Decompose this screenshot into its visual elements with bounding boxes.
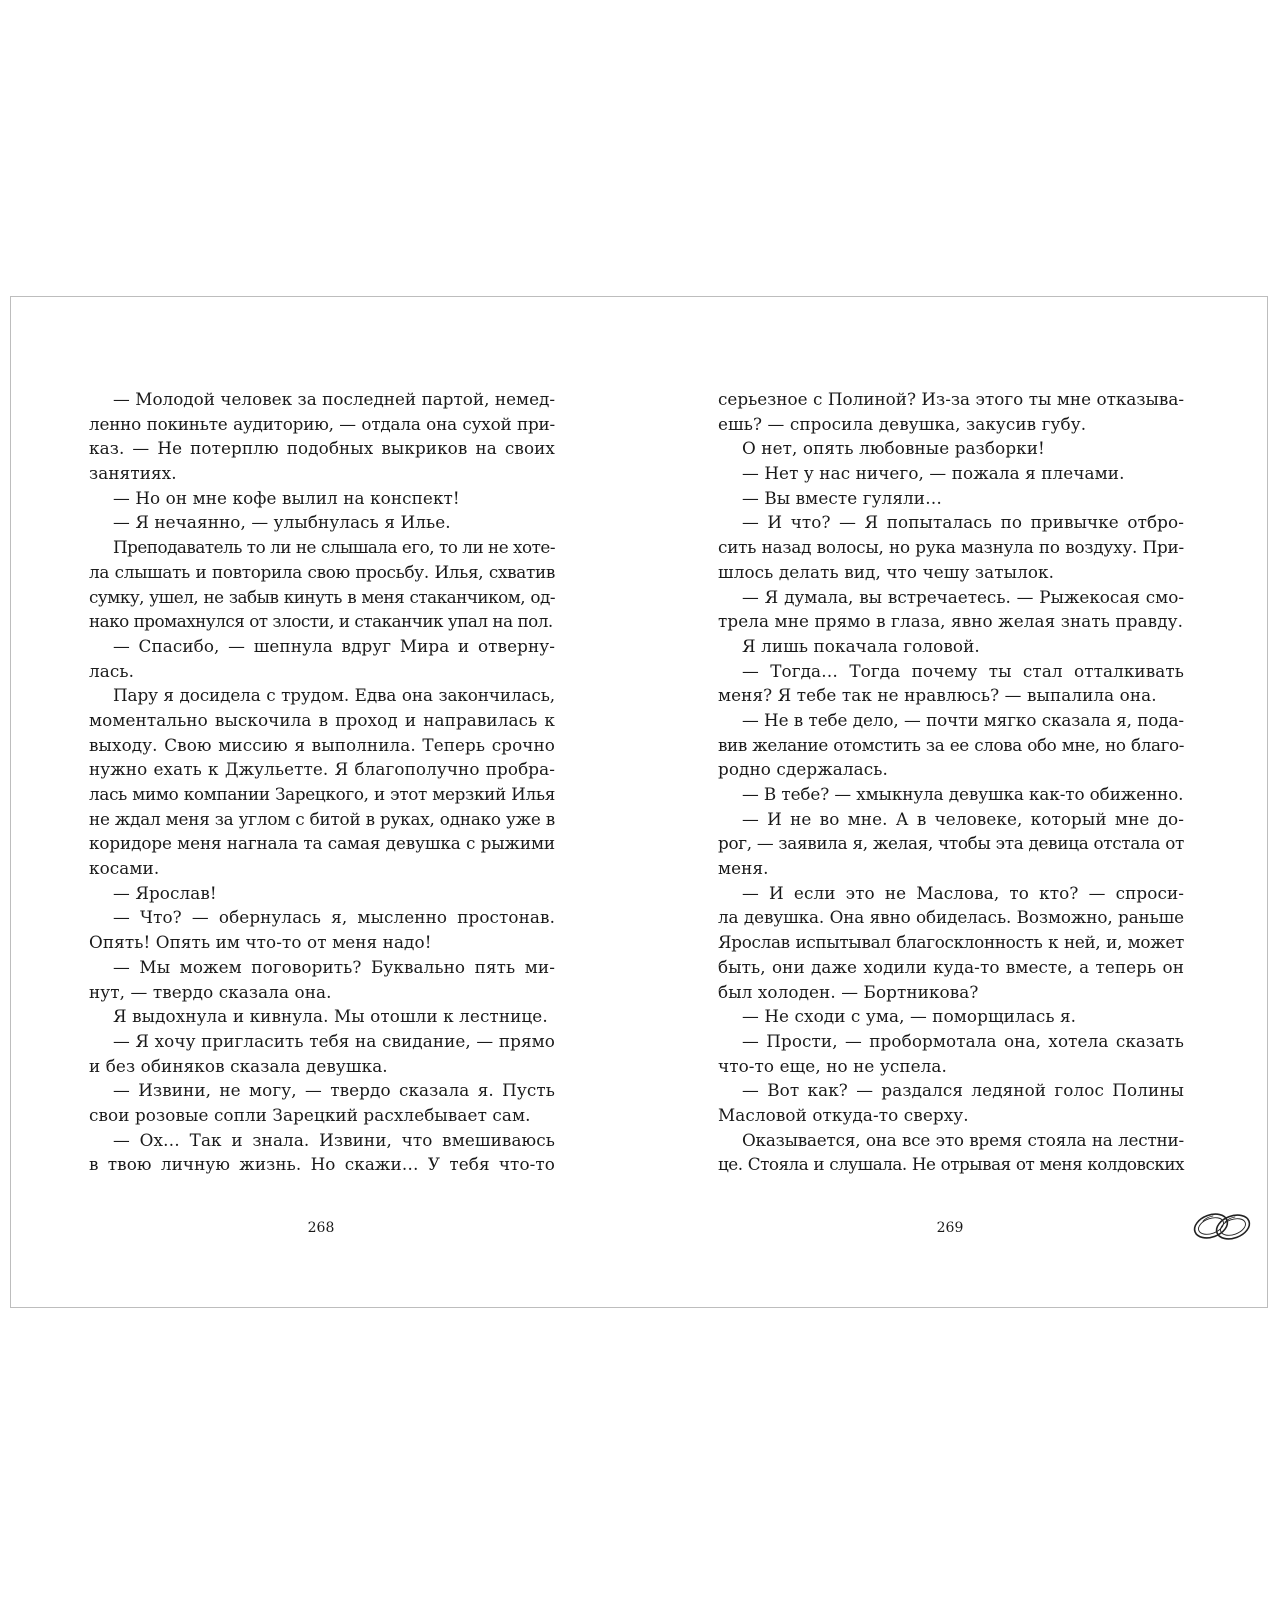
text-line: — В тебе? — хмыкнула девушка как-то обиженно. — [742, 784, 1184, 804]
text-line: свои розовые сопли Зарецкий расхлебывает сам. — [89, 1104, 531, 1125]
text-line: не ждал меня за углом с битой в руках, однако уже в — [89, 808, 555, 829]
text-line: Оказывается, она все это время стояла на лестни- — [742, 1129, 1184, 1150]
right-page-text — [718, 387, 1184, 1177]
text-line: нут, — твердо сказала она. — [89, 981, 332, 1002]
text-line: шлось делать вид, что чешу затылок. — [718, 561, 1055, 582]
text-line: — И что? — Я попыталась по привычке отбро- — [742, 512, 1184, 533]
text-line: что-то еще, но не успела. — [718, 1055, 947, 1076]
text-line: ешь? — спросила девушка, закусив губу. — [718, 413, 1087, 434]
text-line: и без обиняков сказала девушка. — [89, 1055, 388, 1076]
text-line: лась. — [89, 660, 135, 681]
text-line: — Что? — обернулась я, мысленно простонав. — [113, 907, 555, 928]
text-line: нужно ехать к Джульетте. Я благополучно пробра- — [89, 759, 555, 780]
text-line: — Нет у нас ничего, — пожала я плечами. — [742, 463, 1125, 484]
text-line: О нет, опять любовные разборки! — [742, 438, 1045, 459]
text-line: вив желание отомстить за ее слова обо мне, но благо- — [718, 734, 1184, 755]
text-line: меня? Я тебе так не нравлюсь? — выпалила она. — [718, 685, 1157, 706]
text-line: трела мне прямо в глаза, явно желая знать правду. — [718, 611, 1184, 632]
text-line: — Я нечаянно, — улыбнулась я Илье. — [113, 512, 451, 533]
text-line: — Извини, не могу, — твердо сказала я. Пусть — [113, 1080, 555, 1101]
text-line: был холоден. — Бортникова? — [718, 981, 979, 1002]
text-line: сить назад волосы, но рука мазнула по воздуху. При- — [718, 537, 1184, 558]
text-line: — И если это не Маслова, то кто? — спроси- — [742, 882, 1184, 903]
text-line: серьезное с Полиной? Из-за этого ты мне отказыва- — [718, 389, 1184, 409]
text-line: — Ярослав! — [113, 882, 217, 903]
text-line: меня. — [718, 858, 769, 879]
text-line: Я выдохнула и кивнула. Мы отошли к лестнице. — [113, 1006, 548, 1027]
text-line: — Не в тебе дело, — почти мягко сказала я, пода- — [742, 709, 1184, 730]
text-line: — Я хочу пригласить тебя на свидание, — прямо — [113, 1030, 555, 1051]
text-line: косами. — [89, 858, 160, 879]
text-line: коридоре меня нагнала та самая девушка с рыжими — [89, 833, 555, 854]
text-line: — Но он мне кофе вылил на конспект! — [113, 487, 460, 508]
text-line: це. Стояла и слушала. Не отрывая от меня колдовских — [718, 1154, 1184, 1175]
text-line: — Не сходи с ума, — поморщилась я. — [742, 1006, 1077, 1027]
text-line: рог, — заявила я, желая, чтобы эта девица отстала от — [718, 833, 1184, 854]
text-line: выходу. Свою миссию я выполнила. Теперь срочно — [89, 734, 555, 755]
text-line: — Тогда… Тогда почему ты стал отталкивать — [742, 660, 1184, 681]
text-line: ла девушка. Она явно обиделась. Возможно, раньше — [718, 907, 1184, 928]
text-line: Пару я досидела с трудом. Едва она закончилась, — [113, 685, 555, 706]
text-line: — Вот как? — раздался ледяной голос Полины — [742, 1080, 1184, 1101]
text-line: каз. — Не потерплю подобных выкриков на своих — [89, 438, 555, 459]
text-line: ленно покиньте аудиторию, — отдала она сухой при- — [89, 413, 555, 434]
wedding-rings-icon — [1189, 1203, 1257, 1249]
left-page-text — [89, 387, 555, 1177]
text-line: — Вы вместе гуляли… — [742, 487, 942, 508]
text-line: сумку, ушел, не забыв кинуть в меня стаканчиком, од- — [89, 586, 555, 607]
text-line: Опять! Опять им что-то от меня надо! — [89, 932, 432, 953]
text-line: — Мы можем поговорить? Буквально пять ми- — [113, 956, 555, 977]
right-page-number: 269 — [936, 1220, 964, 1236]
text-line: моментально выскочила в проход и направилась к — [89, 709, 555, 730]
text-line: Ярослав испытывал благосклонность к ней, и, может — [718, 932, 1184, 953]
text-line: — И не во мне. А в человеке, который мне до- — [742, 808, 1184, 829]
text-line: лась мимо компании Зарецкого, и этот мерзкий Илья — [89, 784, 555, 804]
text-line: родно сдержалась. — [718, 759, 888, 780]
left-page-number: 268 — [307, 1220, 335, 1236]
text-line: нако промахнулся от злости, и стаканчик упал на пол. — [89, 611, 553, 632]
text-line: в твою личную жизнь. Но скажи… У тебя что-то — [89, 1154, 555, 1175]
text-line: Масловой откуда-то сверху. — [718, 1104, 969, 1125]
text-line: — Я думала, вы встречаетесь. — Рыжекосая смо- — [742, 586, 1184, 607]
text-line: — Спасибо, — шепнула вдруг Мира и отверну- — [113, 635, 555, 656]
text-line: ла слышать и повторила свою просьбу. Илья, схватив — [89, 561, 555, 582]
text-line: быть, они даже ходили куда-то вместе, а теперь он — [718, 956, 1184, 977]
text-line: — Ох… Так и знала. Извини, что вмешиваюсь — [113, 1129, 555, 1150]
text-line: Я лишь покачала головой. — [742, 635, 980, 656]
text-line: — Молодой человек за последней партой, немед- — [113, 389, 555, 409]
text-line: Преподаватель то ли не слышала его, то ли не хоте- — [113, 537, 555, 558]
text-line: — Прости, — пробормотала она, хотела сказать — [742, 1030, 1184, 1051]
book-spread — [10, 296, 1268, 1308]
text-line: занятиях. — [89, 463, 177, 484]
